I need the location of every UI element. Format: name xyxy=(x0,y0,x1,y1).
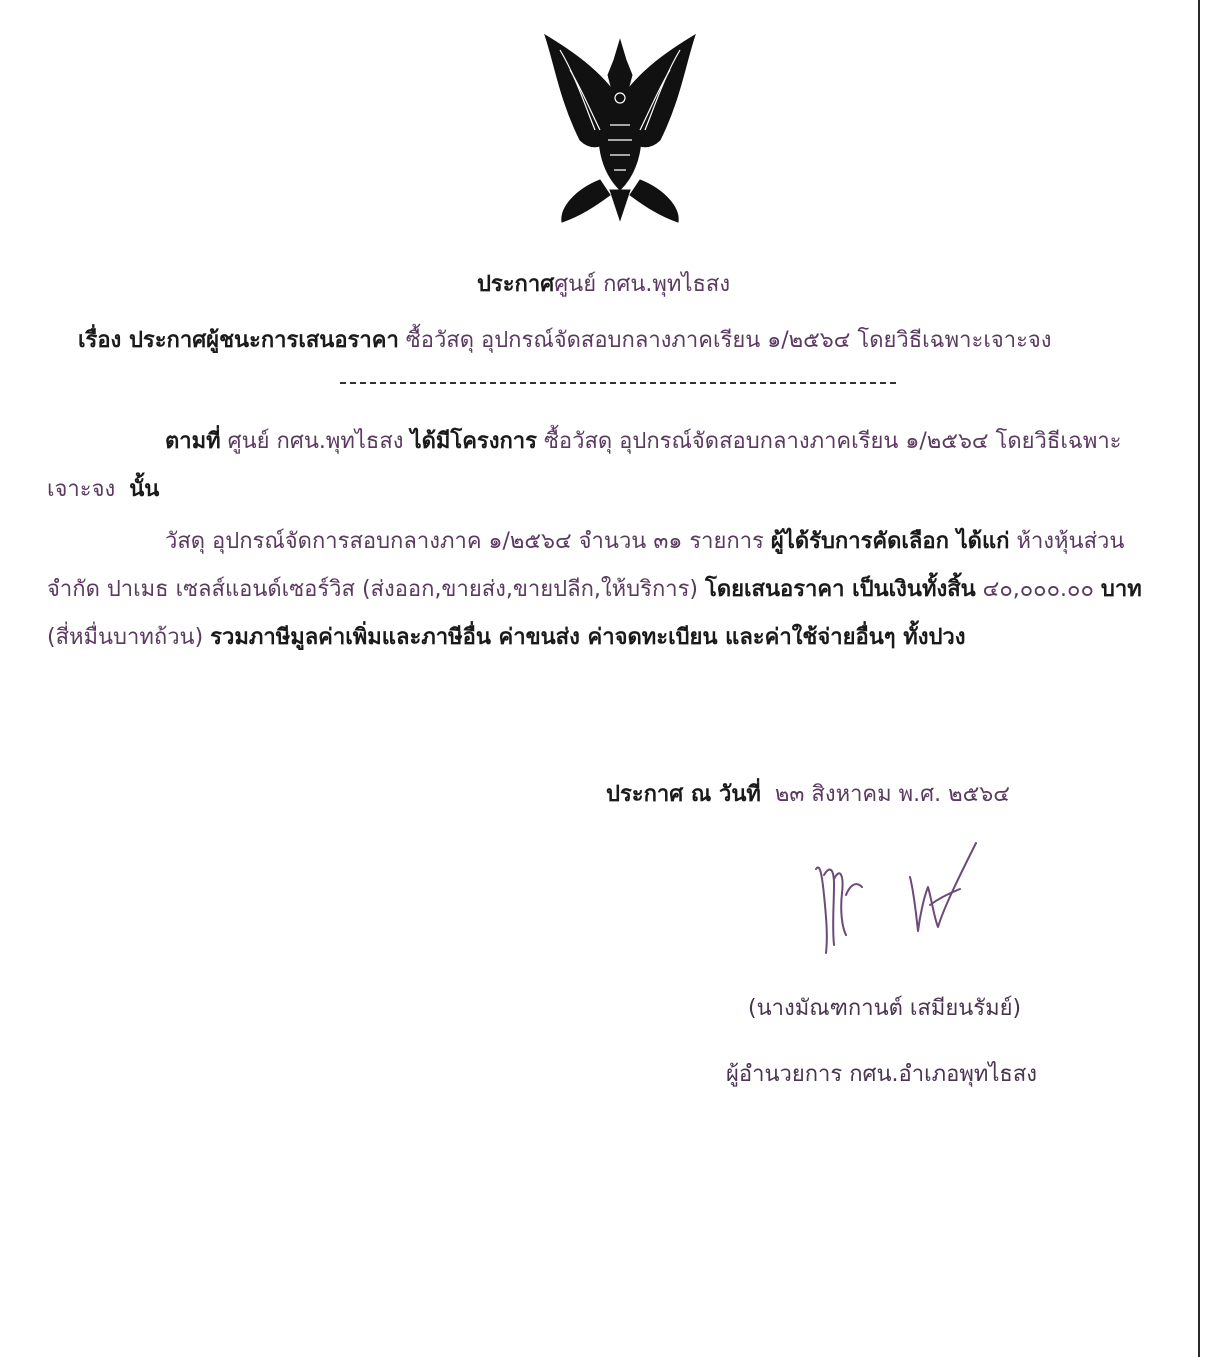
p1-project: ซื้อวัสดุ อุปกรณ์จัดสอบกลางภาคเรียน ๑/๒๕๖๔ โดยวิธีเฉพาะเจาะจง xyxy=(47,429,1122,502)
date-value: ๒๓ สิงหาคม พ.ศ. ๒๕๖๔ xyxy=(774,782,1010,807)
signer-name: (นางมัณฑกานต์ เสมียนรัมย์) xyxy=(748,996,1022,1021)
p2-item: วัสดุ อุปกรณ์จัดการสอบกลางภาค ๑/๒๕๖๔ จำนวน ๓๑ รายการ xyxy=(165,529,764,554)
divider xyxy=(340,382,896,384)
handwritten-signature-icon xyxy=(810,835,985,960)
signer-title: ผู้อำนวยการ กศน.อำเภอพุทไธสง xyxy=(726,1062,1038,1087)
subject-label: เรื่อง ประกาศผู้ชนะการเสนอราคา xyxy=(78,328,399,353)
paragraph-1 xyxy=(47,418,1167,514)
p2-text-3: บาท xyxy=(1100,577,1142,602)
page-edge-line xyxy=(1198,0,1200,1357)
garuda-emblem-icon xyxy=(540,30,700,230)
p2-amount: ๔๐,๐๐๐.๐๐ xyxy=(982,577,1094,602)
p1-text-3: นั้น xyxy=(129,477,160,502)
p2-winner: ห้างหุ้นส่วนจำกัด ปาเมธ เซลส์แอนด์เซอร์วิส (ส่งออก,ขายส่ง,ขายปลีก,ให้บริการ) xyxy=(47,529,1125,602)
p2-text-4: รวมภาษีมูลค่าเพิ่มและภาษีอื่น ค่าขนส่ง ค่าจดทะเบียน และค่าใช้จ่ายอื่นๆ ทั้งปวง xyxy=(210,625,966,650)
subject-line xyxy=(78,322,1052,357)
date-label: ประกาศ ณ วันที่ xyxy=(606,782,761,807)
paragraph-2 xyxy=(47,518,1167,662)
title-organization: ศูนย์ กศน.พุทไธสง xyxy=(554,272,731,297)
announcement-date xyxy=(606,776,1010,811)
p1-text-1: ตามที่ xyxy=(165,429,221,454)
subject-text: ซื้อวัสดุ อุปกรณ์จัดสอบกลางภาคเรียน ๑/๒๕๖๔ โดยวิธีเฉพาะเจาะจง xyxy=(405,328,1052,353)
p2-amount-words: (สี่หมื่นบาทถ้วน) xyxy=(47,625,204,650)
title-prefix: ประกาศ xyxy=(476,272,555,297)
announcement-title xyxy=(0,266,1207,301)
p2-text-1: ผู้ได้รับการคัดเลือก ได้แก่ xyxy=(770,529,1010,554)
p2-text-2: โดยเสนอราคา เป็นเงินทั้งสิ้น xyxy=(705,577,976,602)
p1-text-2: ได้มีโครงการ xyxy=(410,429,537,454)
p1-organization: ศูนย์ กศน.พุทไธสง xyxy=(227,429,404,454)
